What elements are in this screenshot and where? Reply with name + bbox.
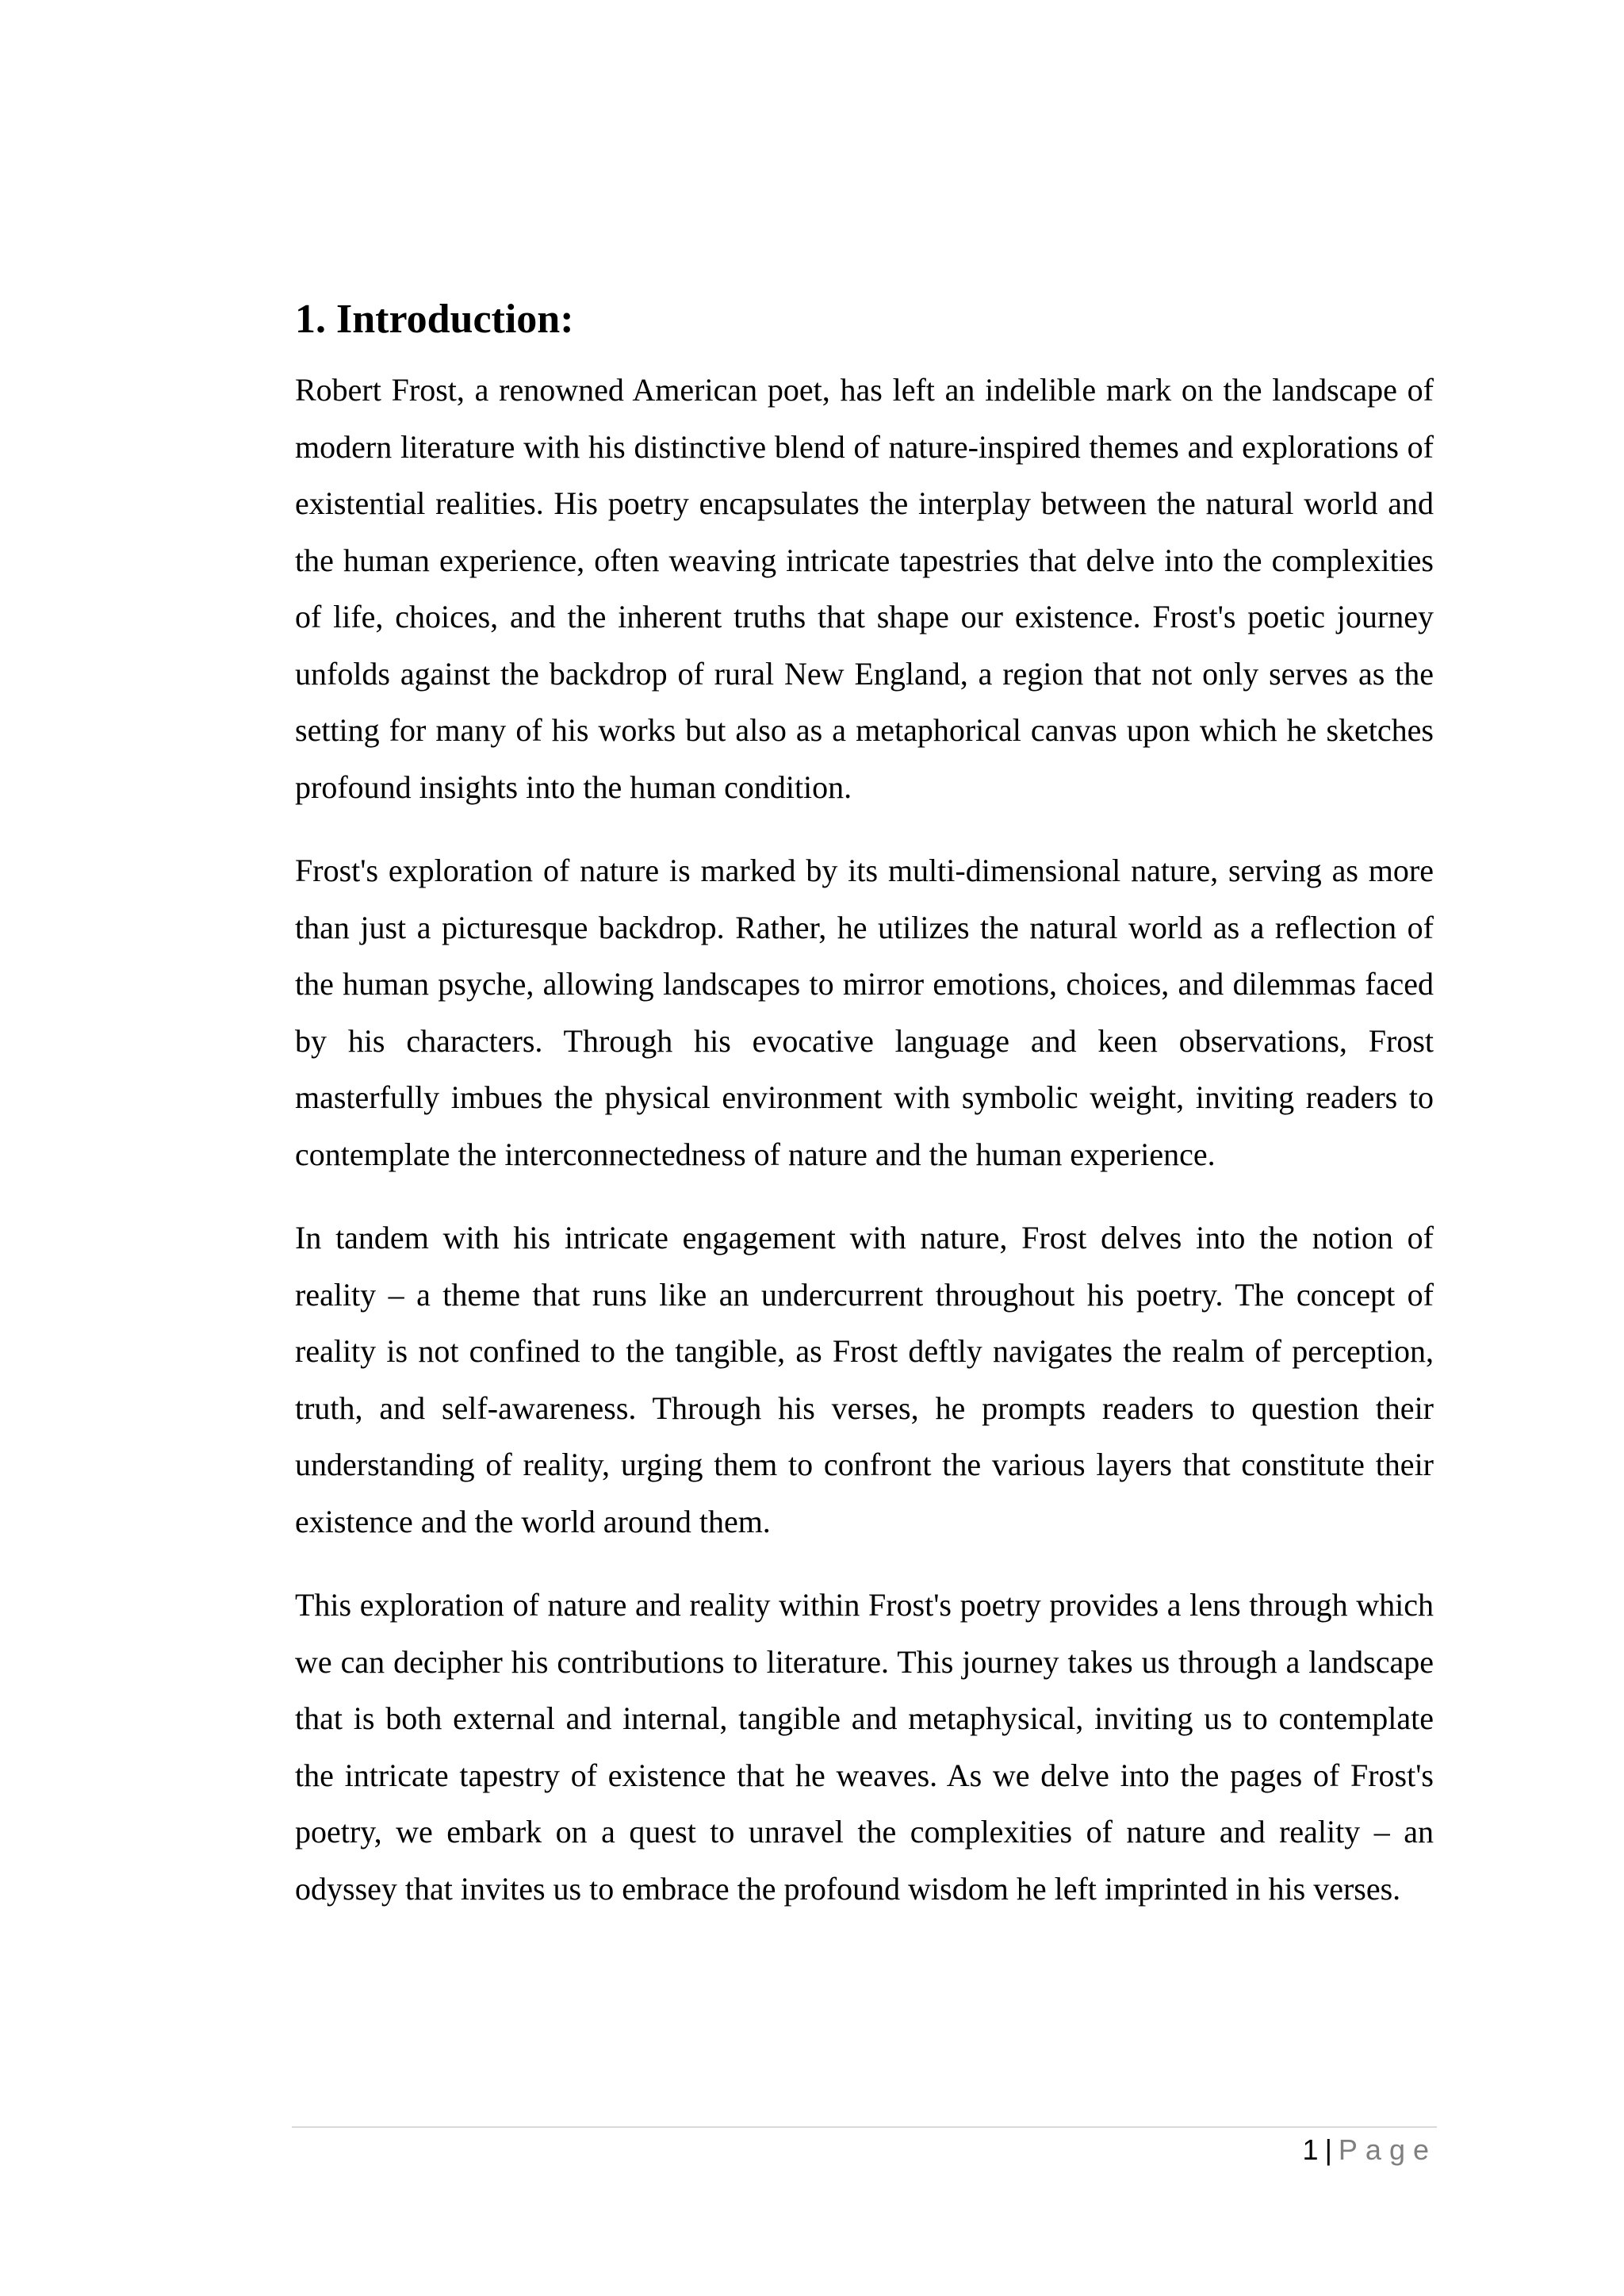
paragraph-3: In tandem with his intricate engagement with nature, Frost delves into the notion of reality – a theme that runs like an undercurrent throughout his poetry. The concept of reality is not confined to the tangible, as Frost deftly navigates the realm of perception, truth, and self-awareness. Through his verses, he prompts readers to question their understanding of reality, urging them to confront the various layers that constitute their existence and the world around them. [295, 1220, 1434, 1539]
page-content [295, 292, 1434, 1944]
footer-separator: | [1324, 2133, 1332, 2166]
footer-divider [292, 2126, 1437, 2128]
page-footer [1303, 2129, 1437, 2171]
paragraph-1: Robert Frost, a renowned American poet, has left an indelible mark on the landscape of modern literature with his distinctive blend of nature-inspired themes and explorations of existential realities. His poetry encapsulates the interplay between the natural world and the human experience, often weaving intricate tapestries that delve into the complexities of life, choices, and the inherent truths that shape our existence. Frost's poetic journey unfolds against the backdrop of rural New England, a region that not only serves as the setting for many of his works but also as a metaphorical canvas upon which he sketches profound insights into the human condition. [295, 372, 1434, 805]
paragraph-2: Frost's exploration of nature is marked by its multi-dimensional nature, serving as more than just a picturesque backdrop. Rather, he utilizes the natural world as a reflection of the human psyche, allowing landscapes to mirror emotions, choices, and dilemmas faced by his characters. Through his evocative language and keen observations, Frost masterfully imbues the physical environment with symbolic weight, inviting readers to contemplate the interconnectedness of nature and the human experience. [295, 853, 1434, 1172]
page-label: Page [1338, 2133, 1437, 2166]
section-heading: 1. Introduction: [295, 297, 574, 342]
page-number: 1 [1302, 2133, 1319, 2166]
paragraph-4: This exploration of nature and reality within Frost's poetry provides a lens through which we can decipher his contributions to literature. This journey takes us through a landscape that is both external and internal, tangible and metaphysical, inviting us to contemplate the intricate tapestry of existence that he weaves. As we delve into the pages of Frost's poetry, we embark on a quest to unravel the complexities of nature and reality – an odyssey that invites us to embrace the profound wisdom he left imprinted in his verses. [295, 1587, 1434, 1907]
